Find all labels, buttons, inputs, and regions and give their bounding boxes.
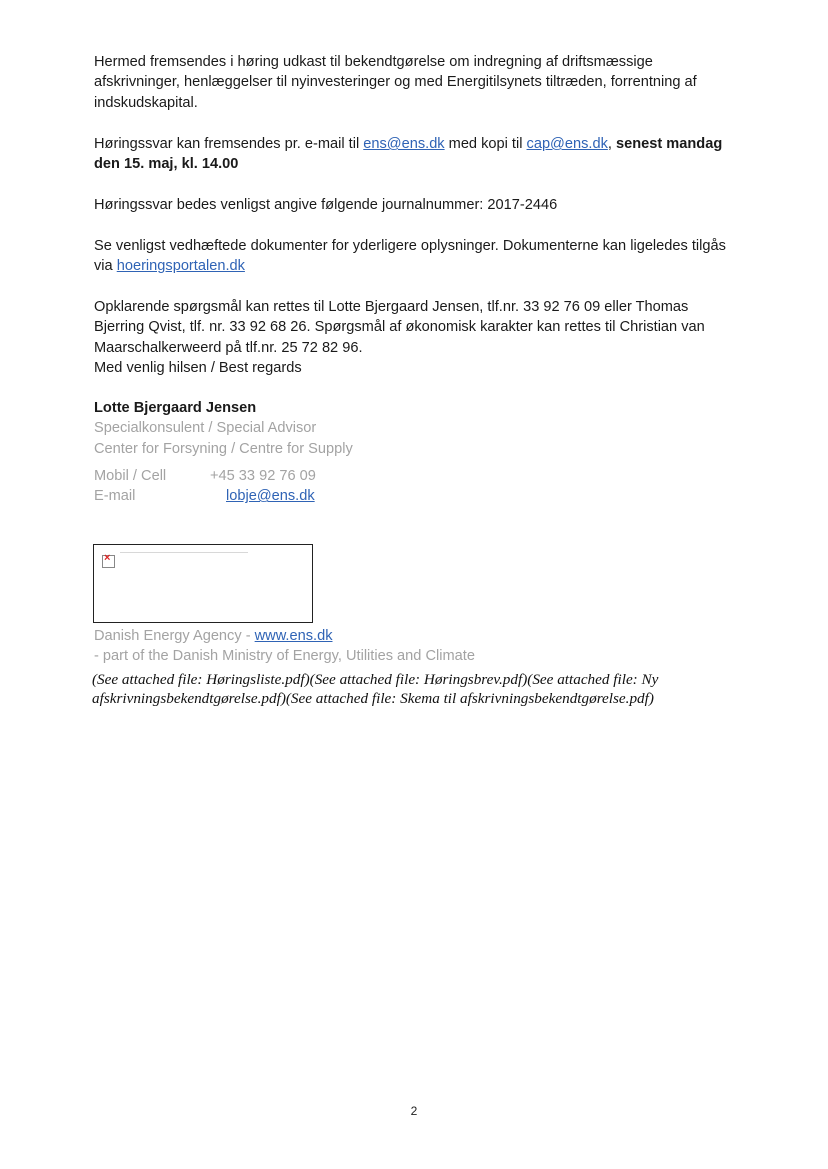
broken-image-icon <box>102 555 115 568</box>
agency-name: Danish Energy Agency - <box>94 628 255 644</box>
ens-email-link[interactable]: ens@ens.dk <box>363 136 445 152</box>
page-number: 2 <box>410 1104 418 1118</box>
signature-block <box>94 398 734 459</box>
deadline-date: senest mandag den 15. maj, kl. 14.00 <box>94 136 723 173</box>
documents-text: Se venligst vedhæftede dokumenter for yderligere oplysninger. Dokumenterne kan ligeledes tilgås via <box>94 238 726 275</box>
email-row <box>94 486 734 506</box>
documents-paragraph <box>94 236 734 277</box>
cap-email-link[interactable]: cap@ens.dk <box>526 136 608 152</box>
image-placeholder-line <box>120 552 248 553</box>
signature-email-link[interactable]: lobje@ens.dk <box>226 488 315 505</box>
deadline-text-c: , <box>607 136 616 152</box>
email-label: E-mail <box>94 488 136 505</box>
mobile-label: Mobil / Cell <box>94 468 167 484</box>
intro-text: Hermed fremsendes i høring udkast til bekendtgørelse om indregning af driftsmæssige afskrivninger, henlæggelser til nyinvesteringer og med Energitilsynets tiltræden, forrentning af indskudskapital. <box>94 54 697 111</box>
agency-website-link[interactable]: www.ens.dk <box>254 628 333 644</box>
agency-block <box>94 626 734 666</box>
signature-center: Center for Forsyning / Centre for Supply <box>94 440 353 457</box>
contact-block <box>94 466 734 506</box>
signature-title: Specialkonsulent / Special Advisor <box>94 420 317 437</box>
questions-text: Opklarende spørgsmål kan rettes til Lotte Bjergaard Jensen, tlf.nr. 33 92 76 09 eller Thomas Bjerring Qvist, tlf. nr. 33 92 68 26. Spørgsmål af økonomisk karakter kan rettes til Christian van Maarschalkerweerd på tlf.nr. 25 72 82 96. <box>94 299 705 356</box>
intro-paragraph <box>94 52 734 113</box>
broken-image-frame <box>93 544 313 623</box>
journal-text: Høringssvar bedes venligst angive følgende journalnummer: 2017-2446 <box>94 197 558 213</box>
attachments-note: (See attached file: Høringsliste.pdf)(See attached file: Høringsbrev.pdf)(See attached file: Ny afskrivningsbekendtgørelse.pdf)(See attached file: Skema til afskrivningsbekendtgørelse.pdf) <box>92 671 659 707</box>
hoeringsportalen-link[interactable]: hoeringsportalen.dk <box>116 258 245 275</box>
signature-name: Lotte Bjergaard Jensen <box>94 400 257 416</box>
deadline-paragraph <box>94 134 734 175</box>
mobile-row <box>94 466 734 486</box>
mobile-value: +45 33 92 76 09 <box>210 468 316 484</box>
closing-text: Med venlig hilsen / Best regards <box>94 360 302 377</box>
deadline-text-a: Høringssvar kan fremsendes pr. e-mail til <box>94 136 364 152</box>
journal-paragraph <box>94 195 734 215</box>
agency-tagline: - part of the Danish Ministry of Energy, Utilities and Climate <box>94 648 475 665</box>
questions-paragraph <box>94 297 734 379</box>
deadline-text-b: med kopi til <box>444 136 527 152</box>
